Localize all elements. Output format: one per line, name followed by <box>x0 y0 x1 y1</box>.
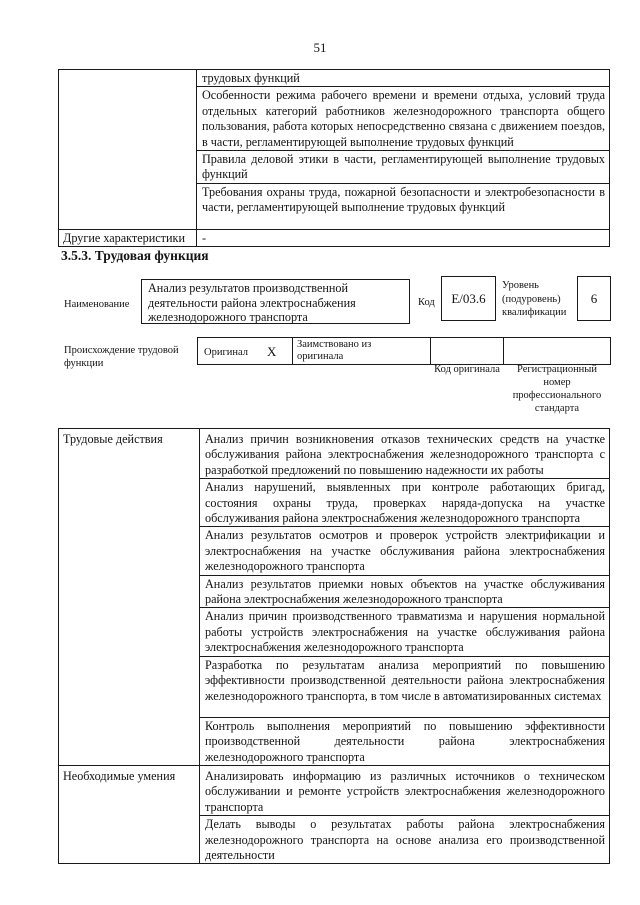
borrowed-label: Заимствовано из оригинала <box>297 339 372 362</box>
cell-text: Требования охраны труда, пожарной безопасности и электробезопасности в части, регламентирующей выполнение трудовых функций <box>202 184 605 215</box>
reg-number-cell <box>503 337 611 365</box>
main-table <box>58 428 610 864</box>
table-row <box>197 229 610 246</box>
table-row <box>200 429 610 479</box>
table-row <box>200 575 610 608</box>
cell-text: Правила деловой этики в части, регламентирующей выполнение трудовых функций <box>202 152 605 182</box>
table-row <box>200 816 610 864</box>
level-value: 6 <box>590 290 598 306</box>
table-row <box>197 151 610 184</box>
function-name-box <box>141 279 410 324</box>
cell-text: Особенности режима рабочего времени и времени отдыха, условий труда отдельных категорий работников железнодорожного транспорта общего пользования, работа которых непосредственно связана с движением поездов, в части, регламентирующей выполнение трудовых функций <box>202 88 605 149</box>
code-original-cell <box>430 337 504 365</box>
function-name: Анализ результатов производственной деятельности района электроснабжения железнодорожного транспорта <box>148 281 356 324</box>
required-skills-label: Необходимые умения <box>63 768 176 783</box>
other-characteristics-label: Другие характеристики <box>59 229 197 246</box>
table-row <box>197 87 610 151</box>
table-row <box>200 608 610 656</box>
table-row <box>200 656 610 717</box>
cell-text: Анализ результатов осмотров и проверок устройств электрификации и электроснабжения на участке обслуживания района электроснабжения железнодорожного транспорта <box>205 528 605 574</box>
labor-actions-label: Трудовые действия <box>63 432 163 446</box>
code-box <box>441 276 496 321</box>
table-row <box>200 717 610 765</box>
top-table-label-cell <box>59 70 197 230</box>
origin-label: Происхождение трудовой функции <box>64 345 179 369</box>
cell-text: Контроль выполнения мероприятий по повышению эффективности производственной деятельности района электроснабжения железнодорожного транспорта <box>205 718 605 764</box>
code-label: Код <box>418 297 435 308</box>
table-row <box>197 183 610 229</box>
page-number: 51 <box>313 40 327 55</box>
borrowed-cell <box>292 337 431 365</box>
cell-text: Анализировать информацию из различных источников о техническом обслуживании и ремонте устройств электроснабжения железнодорожного транспорта <box>205 768 605 814</box>
required-skills-label-cell <box>59 765 200 863</box>
cell-text: Анализ результатов приемки новых объектов на участке обслуживания района электроснабжения железнодорожного транспорта <box>205 576 605 607</box>
cell-text: трудовых функций <box>202 71 300 85</box>
cell-text: Анализ причин возникновения отказов технических средств на участке обслуживания района электроснабжения железнодорожного транспорта с разработкой предложений по повышению надежности их работы <box>205 432 605 477</box>
cell-text: Анализ причин производственного травматизма и нарушения нормальной работы устройств электроснабжения на участке обслуживания района электроснабжения железнодорожного транспорта <box>205 609 605 655</box>
labor-actions-label-cell <box>59 429 200 766</box>
section-title: 3.5.3. Трудовая функция <box>61 248 209 263</box>
cell-text: Анализ нарушений, выявленных при контроле работающих бригад, состояния охраны труда, проверках наряда-допуска на участке обслуживания района электроснабжения железнодорожного транспорта <box>205 480 605 526</box>
original-label: Оригинал <box>204 347 248 358</box>
table-row <box>200 527 610 575</box>
naming-label: Наименование <box>64 299 130 310</box>
code-value: E/03.6 <box>451 290 486 306</box>
origin-table <box>197 337 611 365</box>
level-box <box>577 276 611 321</box>
cell-text: - <box>202 230 207 245</box>
cell-text: Разработка по результатам анализа мероприятий по повышению эффективности производственной деятельности района электроснабжения железнодорожного транспорта, в том числе в автоматизированных системах <box>205 657 605 703</box>
level-label: Уровень (подуровень) квалификации <box>502 280 567 318</box>
original-cell <box>197 337 293 365</box>
table-row <box>200 479 610 527</box>
reg-number-caption: Регистрационный номер профессионального стандарта <box>512 364 602 414</box>
table-row <box>200 765 610 815</box>
cell-text: Делать выводы о результатах работы района электроснабжения железнодорожного транспорта на основе анализа его производственной деятельности <box>205 817 605 862</box>
original-mark: X <box>267 344 277 359</box>
top-table <box>58 69 610 247</box>
code-original-caption: Код оригинала <box>434 364 500 375</box>
table-row <box>197 70 610 87</box>
